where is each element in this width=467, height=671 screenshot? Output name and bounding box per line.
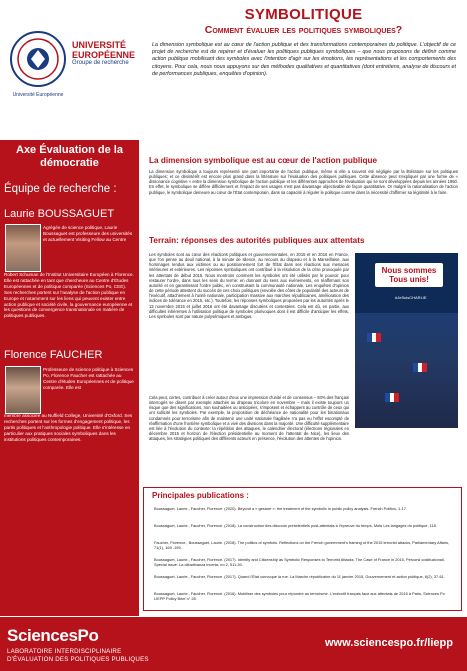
university-logo-area xyxy=(0,0,139,140)
poster-subtitle: Comment évaluer les politiques symboliques? xyxy=(204,24,403,36)
section-heading-terrain: Terrain: réponses des autorités publiques aux attentats xyxy=(149,236,365,245)
publication-item: Boussaguet, Laurie., Faucher, Florence. (2017). Quand l'État convoque la rue. La Marche républicaine du 11 janvier 2015, Gouvernement et action publique, 6(2), 37-61. xyxy=(154,574,445,579)
sidebar xyxy=(0,0,139,616)
publications-box xyxy=(143,487,462,611)
french-flag-icon xyxy=(413,363,427,372)
french-flag-icon xyxy=(367,333,381,342)
project-axis-title: Axe Évaluation de la démocratie xyxy=(16,144,123,169)
french-flag-icon xyxy=(385,393,399,402)
republican-march-poster-image xyxy=(355,253,458,428)
laboratory-name xyxy=(7,648,149,664)
poster-hashtag: #JeSuisCHARLIE xyxy=(395,295,427,300)
publication-item: Faucher, Florence., Boussaguet, Laurie. (2018). The politics of symbols. Reflections on the French government's framing of the 2015 terrorist attacks, Parliamentary Affairs, 71(1), 169 -195. xyxy=(154,540,450,550)
publication-item: Boussaguet, Laurie., Faucher, Florence. (2018). La construction des discours présidentiels post-attentats à l'épreuve du temps, Mots Les langages du politique, 118. xyxy=(154,523,437,528)
publications-heading: Principales publications : xyxy=(152,491,249,500)
project-introduction: La dimension symbolique est au cœur de l'action publique et des transformations contemporaines du politique. L'objectif de ce projet de recherche est de repérer et d'évaluer les politiques publiques symboliques – que nous proposons de définir comme action publique mobilisant des symboles avec l'intention d'agir sur les émotions, les représentations et les comportements des citoyens. Pour cela, nous nous appuyons sur des méthodes qualitatives et quantitatives (dont entretiens, analyse de discours et de performances publiques, enquêtes d'opinion). xyxy=(152,42,456,77)
logo-line-2: EUROPÉENNE xyxy=(72,50,136,60)
footer-banner xyxy=(0,617,467,671)
researcher-2-bio-intro: Professeure de science politique à Sciences Po, Florence Faucher est rattachée au Centre d'études Européennes et de politique comparée. Elle est xyxy=(43,367,134,390)
researcher-1-photo xyxy=(5,224,41,272)
logo-line-3: Groupe de recherche xyxy=(72,60,129,66)
researcher-1-name: Laurie BOUSSAGUET xyxy=(4,208,115,220)
section-text-terrain-part1: Les symboles sont au cœur des réactions politiques et gouvernementales, en 2015 et en 2016 en France, que l'on pense au deuil national, à la minute de silence, au recours au drapeau et à la Marseillaise, aux hommages rendus aux victimes ou au positionnement fort de l'État dans ses réactions aux menaces intérieures et extérieures. Les réponses symboliques ont contribué à la résolution de la crise provoquée par les attentats de début 2015. Nous montrons comment les symboles ont été utilisés par le pouvoir pour restaurer l'ordre, dans tous les sens du terme: en donnant du sens aux événements, en réaffirmant son autorité et en garantissant l'ordre public, en construisant la communauté nationale. Les enquêtes d'opinion de cette période attestent du succès de ces choix politiques (envolée des côtes de popularité des acteurs de l'exécutif, attachement à l'unité nationale, participation massive aux marches républicaines, amélioration des indices de tolérance en 2015, etc.). Toutefois, les réponses symboliques proposées par les autorités après le 13 novembre 2015 et juillet 2016 ont été davantage discutées et contestées. Cela est dû, en partie, aux difficultés inhérentes à l'utilisation politique de symboles plurivoques dont il est difficile d'anticiper les effets. Les symboles sont par nature polysémiques et ambigus. xyxy=(149,252,349,319)
sciencespo-logo: SciencesPo xyxy=(7,626,99,645)
publication-item: Boussaguet, Laurie., Faucher, Florence. (2020). Beyond a « gesture »: the treatment of the symbolic in public policy analysis. French Politics, 1-17. xyxy=(154,506,408,511)
researcher-2-bio: membre associée au Nuffield College, Université d'Oxford. Ses recherches portent sur les formes d'engagement politique, les partis politiques et l'anthropologie politique. Elle s'intéresse en particulier aux pratiques sociales symboliques dans les institutions politiques contemporaines. xyxy=(4,413,133,442)
section-text-symbolic-dimension: La dimension symbolique a toujours représenté une part importante de l'action publique, même si elle a souvent été négligée par la littérature sur les politiques publiques; et ce désintérêt est encore plus grand dans la littérature sur l'évaluation des politiques publiques. Cette absence peut s'expliquer par une forme de « dissonance cognitive » entre la dimension symbolique de l'action publique et les différentes approches de l'évaluation qui se sont développées depuis les années 1960. En effet, le symbolique se diffère difficilement et l'impact de ses usages n'est pas davantage objectivable de façon quantitative. Or malgré la rationalisation de l'action publique, le symbolique demeure au cœur de l'État contemporain, dans sa capacité à réguler le politique comme dans la nécessité d'affirmer sa légitimité à le faire. xyxy=(149,169,458,195)
university-seal-icon xyxy=(9,30,67,88)
team-heading: Équipe de recherche : xyxy=(4,183,117,195)
poster-slogan: Nous sommes Tous unis! xyxy=(375,263,443,287)
logo-caption: Université Européenne xyxy=(12,92,64,98)
lab-name-line-1: LABORATOIRE INTERDISCIPLINAIRE xyxy=(7,648,122,655)
researcher-1-bio: Robert Schuman de l'Institut Universitaire Européen à Florence. Elle est rattachée en tant que chercheure au Centre d'Études Européennes et de politique comparée (Sciences Po, CEE). Ses recherches portent sur l'analyse de l'action publique en Europe et notamment sur les liens qui peuvent exister entre action publique et société civile, la gouvernance européenne et les questions de convergence transnationale en matière de politiques publiques. xyxy=(4,272,134,319)
researcher-2-name: Florence FAUCHER xyxy=(4,349,103,361)
publication-item: Boussaguet, Laurie., Faucher, Florence. (2016). Mobiliser des symboles pour répondre au terrorisme. L'exécutif français face aux attentats de 2015 à Paris, Sciences Po LIEPP Policy Brief n° 28. xyxy=(154,591,445,601)
website-link[interactable]: www.sciencespo.fr/liepp xyxy=(325,637,453,649)
publication-item: Boussaguet, Laurie., Faucher, Florence. (2017). Identity and Citizenship as Symbolic Responses to Terrorist Attacks. The Case of France in 2015, Percorsi costituzionali, Special issue: La cittadinanza incerta, no.2, 511-30. xyxy=(154,557,445,567)
lab-name-line-2: D'ÉVALUATION DES POLITIQUES PUBLIQUES xyxy=(7,656,149,663)
logo-line-1: UNIVERSITÉ xyxy=(72,40,127,50)
poster-title: SYMBOLITIQUE xyxy=(244,6,363,23)
crowd-photo xyxy=(355,313,458,428)
section-text-terrain-part2: Cela peut, certes, contribuer à créer autour d'eux une impression d'unité et de consensus – 93% des français interrogés se disent par exemple attachés au drapeau tricolore en novembre – mais il existe toujours un risque que des significations, non souhaitées ou anticipées, s'imposent et échappent au contrôle de ceux qui ont sollicité les symboles. Par exemple, la proposition de déchéance de nationalité pour les binationaux condamnés pour terrorisme afin de maintenir une unité nationale fragilisée n'a pas eu l'effet escompté de réaffirmation d'une frontière symbolique et a vivé des divisions dans la majorité. Une difficulté supplémentaire est liée à l'évolution du contexte: la répétition des attaques, le calendrier électoral (élections régionales en décembre 2015 et horizon de l'élection présidentielle au moment de l'attentat de Nice), les lieux des attaques, les stratégies politiques des différents acteurs en présence, l'évolution des attentes de l'opinion. xyxy=(149,395,349,442)
university-logo-text xyxy=(72,40,134,68)
researcher-1-bio-intro: Agrégée de science politique, Laurie Boussaguet est professeure des universités et actuellement Visiting Fellow au Centre xyxy=(43,225,133,242)
section-heading-symbolic-dimension: La dimension symbolique est au cœur de l'action publique xyxy=(149,156,378,165)
researcher-2-photo xyxy=(5,366,41,414)
